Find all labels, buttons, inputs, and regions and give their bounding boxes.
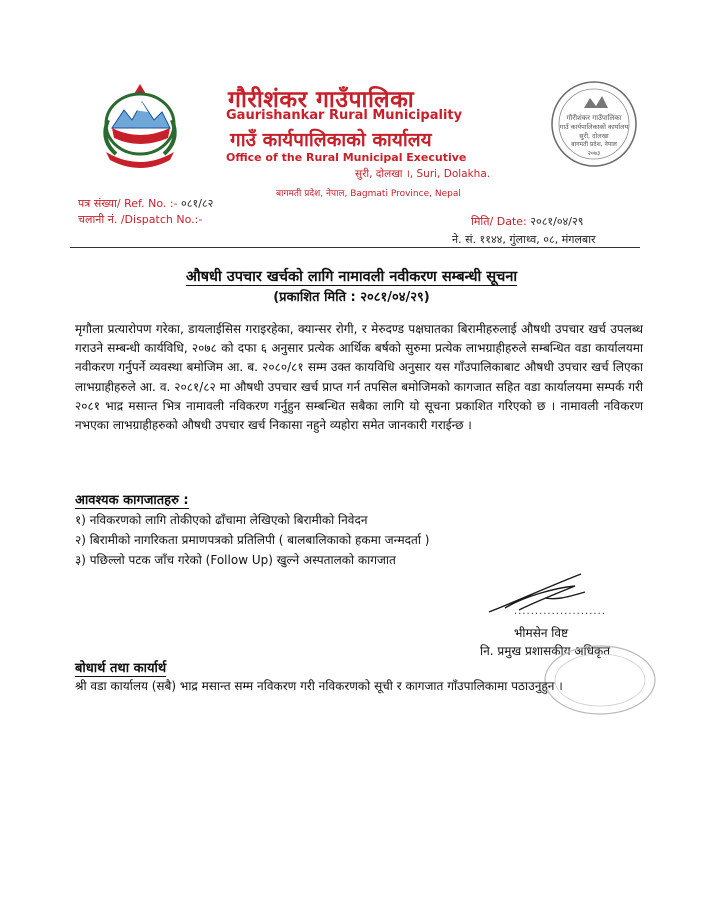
signature-dots: ......................	[514, 606, 606, 617]
required-documents-heading-text: आवश्यक कागजातहरु :	[75, 493, 189, 508]
dispatch-number-label: चलानी नं. /Dispatch No.:-	[78, 213, 203, 226]
cc-heading	[75, 658, 166, 676]
date-line	[471, 214, 583, 229]
municipality-name-nepali: गौरीशंकर गाउँपालिका	[228, 87, 415, 113]
seal-text-4: बागमती प्रदेश, नेपाल	[571, 141, 617, 148]
address-line: सुरी, दोलखा ।, Suri, Dolakha.	[355, 168, 491, 180]
nepal-sambat-date: ने. सं. ११४४, गुंलाथ्व, ०८, मंगलबार	[452, 233, 596, 246]
reference-label: पत्र संख्या/ Ref. No. :-	[78, 197, 178, 210]
office-name-nepali: गाउँ कार्यपालिकाको कार्यालय	[230, 129, 432, 151]
reference-value: ०८१/८२	[181, 197, 214, 210]
seal-text-5: २०७३	[587, 150, 601, 157]
province-line: बागमती प्रदेश, नेपाल, Bagmati Province, Nepal	[276, 189, 461, 199]
document-item-2: २) बिरामीको नागरिकता प्रमाणपत्रको प्रतिलिपी ( बालबालिकाको हकमा जन्मदर्ता )	[75, 533, 430, 547]
seal-text-1: गौरीशंकर गाउँपालिका	[566, 114, 622, 122]
signatory-name: भीमसेन विष्ट	[514, 626, 569, 640]
seal-text-3: सुरी, दोलखा	[579, 132, 609, 140]
cc-text: श्री वडा कार्यालय (सबै) भाद्र मसान्त सम्म नविकरण गरी नविकरणको सूची र कागजात गाँउपालिकामा पठाउनुहुन ।	[75, 679, 563, 693]
required-documents-heading	[75, 490, 189, 508]
reference-number	[78, 196, 213, 211]
municipality-emblem-logo	[90, 80, 190, 170]
date-label: मिति/ Date:	[471, 215, 527, 228]
office-name-english: Office of the Rural Municipal Executive	[226, 151, 467, 164]
date-value: २०८१/०४/२९	[530, 215, 584, 228]
published-date: (प्रकाशित मिति : २०८१/०४/२९)	[273, 290, 430, 305]
cc-heading-text: बोधार्थ तथा कार्यार्थ	[75, 661, 167, 676]
document-item-1: १) नविकरणको लागि तोकीएको ढाँचामा लेखिएको बिरामीको निवेदन	[75, 513, 368, 527]
signatory-role: नि. प्रमुख प्रशासकीय अधिकृत	[480, 644, 611, 658]
notice-title	[0, 266, 703, 286]
notice-title-text: औषधी उपचार खर्चको लागि नामावली नवीकरण सम्बन्धी सूचना	[185, 269, 518, 285]
header-divider	[70, 247, 640, 248]
official-seal-stamp	[548, 78, 640, 170]
document-item-3: ३) पछिल्लो पटक जाँच गरेको (Follow Up) खुल्ने अस्पतालको कागजात	[75, 553, 396, 567]
municipality-name-english: Gaurishankar Rural Municipality	[226, 108, 463, 123]
notice-body-paragraph: मृगौला प्रत्यारोपण गरेका, डायलाईसिस गराइरहेका, क्यान्सर रोगी, र मेरुदण्ड पक्षघातका बिरामीहरुलाई औषधी उपचार खर्च उपलब्ध गराउने सम्बन्धी कार्यविधि, २०७८ को दफा ६ अनुसार प्रत्येक आर्थिक बर्षको सुरुमा प्रत्येक लाभग्राहीहरुले सम्बन्धित वडा कार्यालयमा नवीकरण गर्नुपर्ने व्यवस्था बमोजिम आ. ब. २०८०/८१ सम्म उक्त कायविधि अनुसार यस गाँउपालिकाबाट औषधी उपचार खर्च लिएका लाभग्राहीहरुले आ. व. २०८१/८२ मा औषधी उपचार खर्च प्राप्त गर्न तपसिल बमोजिमको कागजात सहित वडा कार्यालयमा सम्पर्क गरी २०८१ भाद्र मसान्त भित्र नामावली नविकरण गर्नुहुन सम्बन्धित सबैका लागि यो सूचना प्रकाशित गरिएको छ । नामावली नविकरण नभएका लाभग्राहीहरुको औषधी उपचार खर्च निकासा नहुने व्यहोरा समेत जानकारी गराईन्छ ।	[75, 322, 643, 433]
seal-text-2: गाउँ कार्यपालिकाको कार्यालय	[559, 123, 629, 131]
